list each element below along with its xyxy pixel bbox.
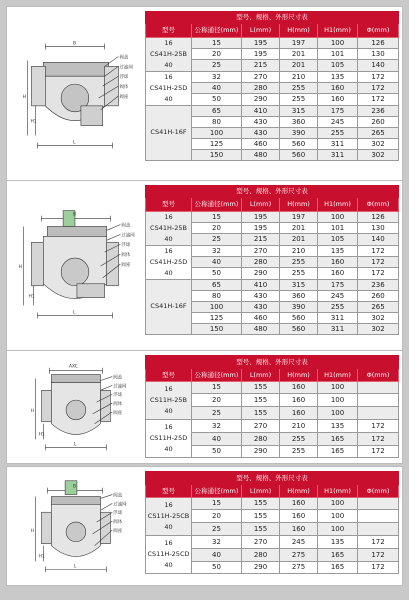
model-cell-1b — [146, 71, 192, 105]
table-cell: 245 — [318, 116, 358, 127]
callout-1-2: 浮球 — [119, 75, 129, 81]
table-cell: 430 — [242, 116, 280, 127]
table-cell: 100 — [318, 381, 358, 394]
header-phi-3: Φ(mm) — [358, 368, 399, 381]
spec-table-1 — [145, 11, 399, 161]
table-cell — [358, 523, 399, 536]
table-title-2: 型号、规格、外形尺寸表 — [146, 186, 399, 198]
table-cell: 105 — [318, 60, 358, 71]
dim-label-h-4: H — [30, 528, 35, 534]
table-cell: 430 — [242, 127, 280, 138]
model-1a-1: CS41H-25B — [150, 49, 187, 58]
model-cell-1a — [146, 37, 192, 71]
table-cell: 32 — [192, 535, 242, 548]
table-cell: 160 — [280, 523, 318, 536]
dim-label-b-2: B — [72, 212, 77, 218]
table-cell: 165 — [318, 548, 358, 561]
table-cell — [358, 407, 399, 420]
dim-label-b-4: B — [72, 484, 77, 490]
table-cell: 245 — [318, 290, 358, 301]
table-cell: 275 — [280, 561, 318, 574]
valve-drawing-4 — [7, 467, 137, 585]
model-cell-2c: CS41H-16F — [146, 279, 192, 335]
model-cell-3a — [146, 381, 192, 419]
dim-label-h-1: H — [22, 94, 26, 100]
callout-2-4: 阀座 — [121, 262, 131, 268]
table-cell: 150 — [192, 150, 242, 161]
table-cell: 290 — [242, 94, 280, 105]
valve-drawing-svg-1 — [7, 7, 137, 181]
header-h1-1: H1(mm) — [318, 23, 358, 37]
model-3b-0: 16 — [164, 423, 173, 432]
table-cell: 360 — [280, 116, 318, 127]
model-1b-1: CS41H-25D — [149, 83, 188, 92]
table-cell: 40 — [192, 548, 242, 561]
dim-label-h1-4: H1 — [38, 554, 45, 560]
table-cell: 25 — [192, 407, 242, 420]
table-cell: 195 — [242, 211, 280, 222]
table-cell: 25 — [192, 523, 242, 536]
table-cell: 40 — [192, 256, 242, 267]
spec-panel-2 — [6, 180, 403, 351]
table-cell — [358, 381, 399, 394]
table-cell: 40 — [192, 432, 242, 445]
table-cell: 360 — [280, 290, 318, 301]
table-cell: 172 — [358, 256, 399, 267]
valve-drawing-1 — [7, 7, 137, 181]
table-cell: 410 — [242, 105, 280, 116]
table-cell: 265 — [358, 127, 399, 138]
model-1b-0: 16 — [164, 72, 173, 81]
model-cell-1c: CS41H-16F — [146, 105, 192, 161]
table-cell: 270 — [242, 535, 280, 548]
model-4b-2: 40 — [164, 561, 173, 570]
table-cell: 165 — [318, 445, 358, 458]
model-3a-0: 16 — [164, 384, 173, 393]
table-cell: 20 — [192, 394, 242, 407]
spec-panel-3 — [6, 350, 403, 464]
table-cell: 160 — [318, 268, 358, 279]
header-l-4: L(mm) — [242, 484, 280, 497]
table-cell: 315 — [280, 105, 318, 116]
dim-label-b-1: B — [72, 41, 77, 47]
table-cell: 175 — [318, 105, 358, 116]
table-cell: 172 — [358, 82, 399, 93]
table-cell: 20 — [192, 48, 242, 59]
table-cell: 80 — [192, 116, 242, 127]
valve-drawing-3 — [7, 351, 137, 463]
callout-4-4: 阀座 — [113, 528, 123, 534]
spec-panel-1 — [6, 6, 403, 182]
table-cell: 311 — [318, 313, 358, 324]
header-h1-3: H1(mm) — [318, 368, 358, 381]
table-cell: 100 — [192, 127, 242, 138]
table-cell: 270 — [242, 71, 280, 82]
table-cell: 195 — [242, 37, 280, 48]
table-cell: 126 — [358, 211, 399, 222]
table-cell: 101 — [318, 222, 358, 233]
table-cell: 255 — [280, 256, 318, 267]
model-4a-2: 40 — [164, 522, 173, 531]
valve-drawing-svg-3 — [7, 351, 137, 463]
model-4b-1: CS11H-25CD — [147, 550, 190, 559]
table-cell: 302 — [358, 150, 399, 161]
table-cell: 160 — [280, 407, 318, 420]
table-cell: 125 — [192, 139, 242, 150]
table-cell: 270 — [242, 245, 280, 256]
dim-label-l-3: L — [73, 442, 77, 448]
table-cell: 197 — [280, 211, 318, 222]
table-cell: 210 — [280, 419, 318, 432]
table-cell: 201 — [280, 234, 318, 245]
header-model-4: 型号 — [146, 484, 192, 497]
table-cell: 160 — [318, 82, 358, 93]
table-cell: 210 — [280, 71, 318, 82]
table-cell: 32 — [192, 419, 242, 432]
header-h-2: H(mm) — [280, 197, 318, 211]
table-cell: 480 — [242, 150, 280, 161]
callout-2-3: 阀体 — [121, 253, 131, 259]
callout-4-0: 阀盖 — [113, 493, 123, 499]
dim-label-h1-1: H1 — [30, 119, 37, 125]
table-cell: 155 — [242, 497, 280, 510]
callout-3-3: 阀体 — [113, 402, 123, 408]
model-3b-1: CS11H-25D — [149, 434, 188, 443]
header-h-4: H(mm) — [280, 484, 318, 497]
callout-3-2: 浮球 — [113, 393, 123, 399]
table-cell: 135 — [318, 245, 358, 256]
table-cell: 460 — [242, 139, 280, 150]
table-cell: 215 — [242, 60, 280, 71]
callout-4-2: 浮球 — [113, 511, 123, 517]
table-cell: 155 — [242, 510, 280, 523]
table-cell: 100 — [318, 394, 358, 407]
table-cell: 265 — [358, 301, 399, 312]
table-cell: 15 — [192, 211, 242, 222]
table-cell: 255 — [318, 301, 358, 312]
table-cell: 260 — [358, 290, 399, 301]
model-2a-0: 16 — [164, 212, 173, 221]
table-cell: 280 — [242, 256, 280, 267]
table-cell: 290 — [242, 268, 280, 279]
header-phi-4: Φ(mm) — [358, 484, 399, 497]
spec-panel-4 — [6, 466, 403, 586]
dim-label-l-1: L — [72, 140, 76, 146]
callout-1-1: 过滤网 — [119, 65, 133, 71]
header-phi-1: Φ(mm) — [358, 23, 399, 37]
table-cell: 140 — [358, 60, 399, 71]
header-l-2: L(mm) — [242, 197, 280, 211]
table-title-4: 型号、规格、外形尺寸表 — [146, 472, 399, 485]
table-cell: 201 — [280, 48, 318, 59]
model-3b-2: 40 — [164, 445, 173, 454]
dim-label-h-3: H — [30, 408, 35, 414]
header-dn-4: 公称通径(mm) — [192, 484, 242, 497]
table-cell: 270 — [242, 419, 280, 432]
table-cell: 460 — [242, 313, 280, 324]
dim-label-l-2: L — [72, 310, 76, 316]
table-cell: 172 — [358, 432, 399, 445]
table-cell: 302 — [358, 139, 399, 150]
header-model-3: 型号 — [146, 368, 192, 381]
header-dn-2: 公称通径(mm) — [192, 197, 242, 211]
table-cell: 105 — [318, 234, 358, 245]
header-phi-2: Φ(mm) — [358, 197, 399, 211]
table-title-3: 型号、规格、外形尺寸表 — [146, 356, 399, 369]
table-cell: 172 — [358, 71, 399, 82]
table-cell: 195 — [242, 222, 280, 233]
table-cell: 50 — [192, 94, 242, 105]
table-cell: 195 — [242, 48, 280, 59]
model-cell-2a — [146, 211, 192, 245]
model-cell-2b — [146, 245, 192, 279]
table-cell: 160 — [280, 394, 318, 407]
table-cell: 315 — [280, 279, 318, 290]
table-cell: 100 — [318, 523, 358, 536]
table-cell: 155 — [242, 407, 280, 420]
table-cell: 275 — [280, 548, 318, 561]
table-cell: 410 — [242, 279, 280, 290]
table-cell — [358, 497, 399, 510]
table-cell: 172 — [358, 245, 399, 256]
table-cell: 311 — [318, 324, 358, 335]
table-cell: 172 — [358, 535, 399, 548]
table-cell: 215 — [242, 234, 280, 245]
table-cell: 32 — [192, 245, 242, 256]
callout-4-3: 阀体 — [113, 520, 123, 526]
table-cell: 560 — [280, 150, 318, 161]
header-model-2: 型号 — [146, 197, 192, 211]
valve-drawing-svg-4 — [7, 467, 137, 585]
table-cell: 160 — [280, 497, 318, 510]
model-cell-3b — [146, 419, 192, 457]
table-cell: 65 — [192, 105, 242, 116]
table-cell: 165 — [318, 561, 358, 574]
table-cell: 311 — [318, 150, 358, 161]
dim-label-h1-3: H1 — [38, 432, 45, 438]
model-4b-0: 16 — [164, 539, 173, 548]
spec-table-3 — [145, 355, 399, 458]
table-cell: 20 — [192, 222, 242, 233]
callout-2-0: 阀盖 — [121, 223, 131, 229]
model-3a-1: CS11H-25B — [150, 395, 187, 404]
table-title-1: 型号、规格、外形尺寸表 — [146, 12, 399, 24]
table-cell: 255 — [318, 127, 358, 138]
table-cell: 236 — [358, 279, 399, 290]
dim-label-h-2: H — [18, 264, 22, 270]
table-cell: 255 — [280, 94, 318, 105]
table-cell: 100 — [318, 37, 358, 48]
table-cell: 172 — [358, 561, 399, 574]
callout-3-1: 过滤网 — [113, 384, 127, 390]
model-2a-2: 40 — [164, 234, 173, 243]
table-cell: 280 — [242, 432, 280, 445]
table-cell: 311 — [318, 139, 358, 150]
table-cell: 302 — [358, 313, 399, 324]
table-cell: 155 — [242, 394, 280, 407]
table-cell: 50 — [192, 561, 242, 574]
table-cell: 430 — [242, 301, 280, 312]
table-cell: 280 — [242, 82, 280, 93]
table-cell: 155 — [242, 381, 280, 394]
table-cell: 101 — [318, 48, 358, 59]
table-cell: 197 — [280, 37, 318, 48]
table-cell: 210 — [280, 245, 318, 256]
header-model-1: 型号 — [146, 23, 192, 37]
table-cell: 255 — [280, 445, 318, 458]
table-cell: 430 — [242, 290, 280, 301]
table-cell: 172 — [358, 445, 399, 458]
dim-label-l-4: L — [73, 564, 77, 570]
table-cell: 100 — [192, 301, 242, 312]
table-cell: 390 — [280, 127, 318, 138]
header-h1-2: H1(mm) — [318, 197, 358, 211]
table-cell: 15 — [192, 497, 242, 510]
table-cell: 201 — [280, 222, 318, 233]
model-4a-1: CS11H-25CB — [147, 511, 190, 520]
table-cell: 560 — [280, 313, 318, 324]
table-cell: 160 — [280, 381, 318, 394]
model-1a-2: 40 — [164, 60, 173, 69]
model-2b-1: CS41H-25D — [149, 257, 188, 266]
table-cell: 390 — [280, 301, 318, 312]
header-dn-1: 公称通径(mm) — [192, 23, 242, 37]
table-cell: 20 — [192, 510, 242, 523]
table-cell: 172 — [358, 94, 399, 105]
table-cell: 126 — [358, 37, 399, 48]
table-cell: 165 — [318, 432, 358, 445]
table-cell: 135 — [318, 419, 358, 432]
callout-2-1: 过滤网 — [121, 233, 135, 239]
model-3a-2: 40 — [164, 406, 173, 415]
table-cell: 15 — [192, 37, 242, 48]
table-cell: 15 — [192, 381, 242, 394]
valve-drawing-svg-2 — [7, 181, 137, 350]
table-cell: 135 — [318, 71, 358, 82]
table-cell: 130 — [358, 48, 399, 59]
table-cell: 50 — [192, 445, 242, 458]
table-cell: 201 — [280, 60, 318, 71]
model-1a-0: 16 — [164, 38, 173, 47]
callout-3-4: 阀座 — [113, 410, 123, 416]
model-2a-1: CS41H-25B — [150, 223, 187, 232]
table-cell: 100 — [318, 407, 358, 420]
table-cell: 125 — [192, 313, 242, 324]
header-h-3: H(mm) — [280, 368, 318, 381]
table-cell: 175 — [318, 279, 358, 290]
table-cell: 50 — [192, 268, 242, 279]
table-cell: 480 — [242, 324, 280, 335]
table-cell: 290 — [242, 445, 280, 458]
model-4a-0: 16 — [164, 500, 173, 509]
header-h-1: H(mm) — [280, 23, 318, 37]
table-cell: 65 — [192, 279, 242, 290]
table-cell: 302 — [358, 324, 399, 335]
table-cell: 236 — [358, 105, 399, 116]
callout-2-2: 浮球 — [121, 243, 131, 249]
table-cell: 40 — [192, 82, 242, 93]
dim-label-axc-3: AXC — [69, 364, 78, 370]
callout-1-3: 阀体 — [119, 85, 129, 91]
table-cell: 130 — [358, 222, 399, 233]
table-cell: 560 — [280, 139, 318, 150]
valve-drawing-2 — [7, 181, 137, 350]
table-cell: 100 — [318, 497, 358, 510]
spec-table-2 — [145, 185, 399, 335]
table-cell: 100 — [318, 510, 358, 523]
dim-label-h1-2: H1 — [28, 294, 35, 300]
spec-table-4 — [145, 471, 399, 574]
table-cell: 160 — [318, 94, 358, 105]
table-cell: 150 — [192, 324, 242, 335]
table-cell: 155 — [242, 523, 280, 536]
table-cell: 25 — [192, 234, 242, 245]
table-cell: 172 — [358, 419, 399, 432]
table-cell: 100 — [318, 211, 358, 222]
table-cell: 255 — [280, 268, 318, 279]
table-cell: 255 — [280, 432, 318, 445]
header-dn-3: 公称通径(mm) — [192, 368, 242, 381]
callout-3-0: 阀盖 — [113, 375, 123, 381]
model-2b-0: 16 — [164, 246, 173, 255]
model-cell-4a — [146, 497, 192, 535]
table-cell: 290 — [242, 561, 280, 574]
table-cell: 80 — [192, 290, 242, 301]
table-cell: 172 — [358, 268, 399, 279]
table-cell: 32 — [192, 71, 242, 82]
header-h1-4: H1(mm) — [318, 484, 358, 497]
model-cell-4b — [146, 535, 192, 573]
model-2b-2: 40 — [164, 268, 173, 277]
table-cell — [358, 510, 399, 523]
table-cell: 260 — [358, 116, 399, 127]
table-cell: 135 — [318, 535, 358, 548]
table-cell: 160 — [318, 256, 358, 267]
table-cell: 25 — [192, 60, 242, 71]
table-cell: 560 — [280, 324, 318, 335]
callout-1-0: 阀盖 — [119, 55, 129, 61]
header-l-3: L(mm) — [242, 368, 280, 381]
model-1b-2: 40 — [164, 94, 173, 103]
table-cell — [358, 394, 399, 407]
table-cell: 160 — [280, 510, 318, 523]
callout-4-1: 过滤网 — [113, 502, 127, 508]
table-cell: 140 — [358, 234, 399, 245]
header-l-1: L(mm) — [242, 23, 280, 37]
table-cell: 245 — [280, 535, 318, 548]
table-cell: 280 — [242, 548, 280, 561]
table-cell: 172 — [358, 548, 399, 561]
callout-1-4: 阀座 — [119, 94, 129, 100]
table-cell: 255 — [280, 82, 318, 93]
